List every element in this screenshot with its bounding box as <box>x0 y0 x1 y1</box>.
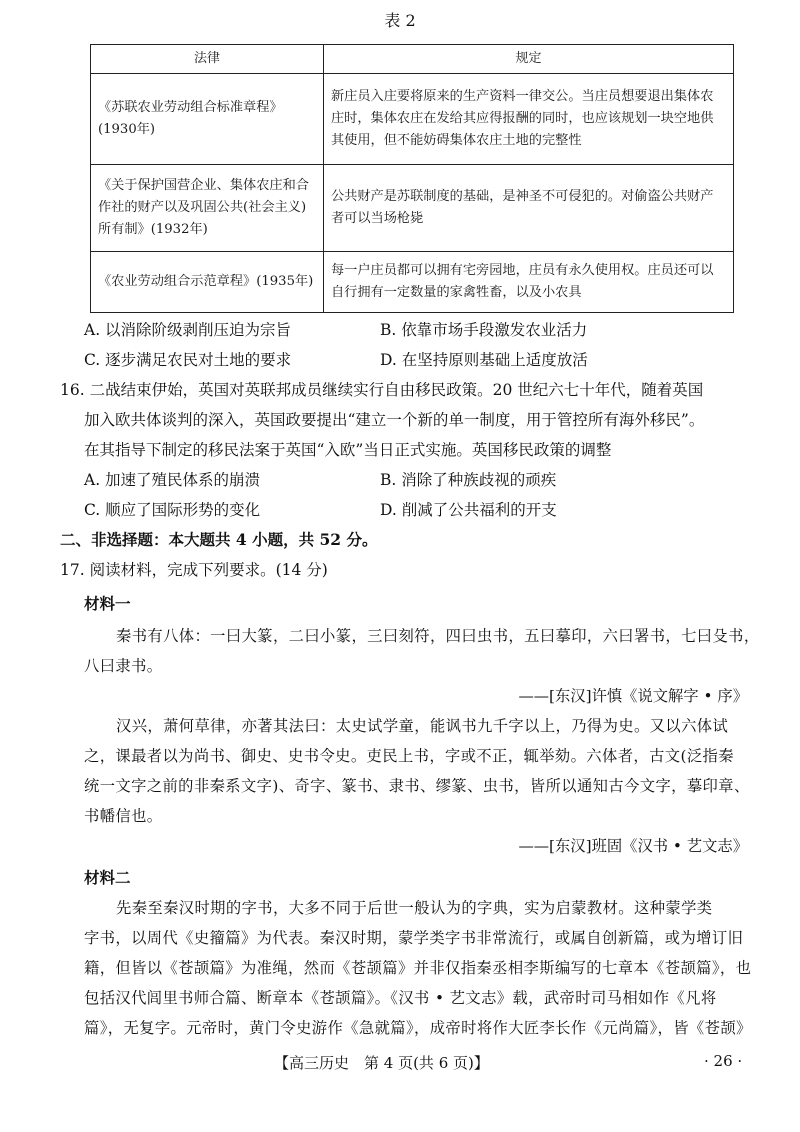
material2-line-3: 籍，但皆以《苍颉篇》为准绳，然而《苍颉篇》并非仅指秦丞相李斯编写的七章本《苍颉篇》，也 <box>84 959 752 977</box>
material1-para2-line-1: 汉兴，萧何草律，亦著其法曰：太史试学童，能讽书九千字以上，乃得为史。又以六体试 <box>116 717 729 735</box>
q16-option-c[interactable]: C. 顺应了国际形势的变化 <box>84 501 261 519</box>
q15-option-a[interactable]: A. 以消除阶级剥削压迫为宗旨 <box>84 321 292 339</box>
table-header-rule: 规定 <box>324 45 734 74</box>
section-title: 二、非选择题：本大题共 4 小题，共 52 分。 <box>60 530 378 549</box>
material1-source2: ——[东汉]班固《汉书 • 艺文志》 <box>518 837 748 855</box>
q15-option-b[interactable]: B. 依靠市场手段激发农业活力 <box>380 321 588 339</box>
q16-line-3: 在其指导下制定的移民法案于英国“入欧”当日正式实施。英国移民政策的调整 <box>84 441 612 459</box>
table-row <box>91 252 734 313</box>
law-rule-cell: 新庄员入庄要将原来的生产资料一律交公。当庄员想要退出集体农庄时，集体农庄在发给其应得报酬的同时，也应该规划一块空地供其使用，但不能妨碍集体农庄土地的完整性 <box>324 74 734 165</box>
material2-line-4: 包括汉代闾里书师合篇、断章本《苍颉篇》。《汉书 • 艺文志》载，武帝时司马相如作《凡将 <box>84 989 717 1007</box>
law-table <box>90 44 734 313</box>
footer-page-info: 【高三历史 第 4 页(共 6 页)】 <box>274 1054 489 1072</box>
material1-para1-line-1: 秦书有八体：一曰大篆，二曰小篆，三曰刻符，四曰虫书，五曰摹印，六曰署书，七曰殳书， <box>116 627 760 645</box>
q16-line-2: 加入欧共体谈判的深入，英国政要提出“建立一个新的单一制度，用于管控所有海外移民”。 <box>84 411 705 429</box>
q16-option-a[interactable]: A. 加速了殖民体系的崩溃 <box>84 471 261 489</box>
law-name-cell: 《关于保护国营企业、集体农庄和合作社的财产以及巩固公共(社会主义)所有制》(1932年) <box>91 165 324 252</box>
table-header-row <box>91 45 734 74</box>
q16-option-d[interactable]: D. 削减了公共福利的开支 <box>380 501 557 519</box>
q17-prompt: 17. 阅读材料，完成下列要求。(14 分) <box>60 561 328 579</box>
material1-para1-line-2: 八曰隶书。 <box>84 657 163 675</box>
footer-page-number: · 26 · <box>704 1052 743 1070</box>
material1-para2-line-3: 统一文字之前的非秦系文字)、奇字、篆书、隶书、缪篆、虫书，皆所以通知古今文字，摹印章、 <box>84 777 750 795</box>
table-caption: 表 2 <box>384 11 416 30</box>
table-header-law: 法律 <box>91 45 324 74</box>
material1-para2-line-4: 书幡信也。 <box>84 807 163 825</box>
material1-para2-line-2: 之，课最者以为尚书、御史、史书令史。吏民上书，字或不正，辄举劾。六体者，古文(泛指秦 <box>84 747 734 765</box>
law-rule-cell: 公共财产是苏联制度的基础，是神圣不可侵犯的。对偷盗公共财产者可以当场枪毙 <box>324 165 734 252</box>
table-row <box>91 165 734 252</box>
law-rule-cell: 每一户庄员都可以拥有宅旁园地，庄员有永久使用权。庄员还可以自行拥有一定数量的家禽牲畜，以及小农具 <box>324 252 734 313</box>
q15-option-c[interactable]: C. 逐步满足农民对土地的要求 <box>84 351 292 369</box>
q15-option-d[interactable]: D. 在坚持原则基础上适度放活 <box>380 351 588 369</box>
law-name-cell: 《苏联农业劳动组合标准章程》(1930年) <box>91 74 324 165</box>
material2-line-1: 先秦至秦汉时期的字书，大多不同于后世一般认为的字典，实为启蒙教材。这种蒙学类 <box>116 899 713 917</box>
material1-source1: ——[东汉]许慎《说文解字 • 序》 <box>518 687 748 705</box>
q16-option-b[interactable]: B. 消除了种族歧视的顽疾 <box>380 471 557 489</box>
law-name-cell: 《农业劳动组合示范章程》(1935年) <box>91 252 324 313</box>
table-row <box>91 74 734 165</box>
material1-label: 材料一 <box>84 594 131 613</box>
q16-line-1: 16. 二战结束伊始，英国对英联邦成员继续实行自由移民政策。20 世纪六七十年代，随着英国 <box>60 381 704 399</box>
material2-label: 材料二 <box>84 868 131 887</box>
material2-line-5: 篇》，无复字。元帝时，黄门令史游作《急就篇》，成帝时将作大匠李长作《元尚篇》，皆《苍颉》 <box>84 1019 752 1037</box>
material2-line-2: 字书，以周代《史籀篇》为代表。秦汉时期，蒙学类字书非常流行，或属自创新篇，或为增订旧 <box>84 929 744 947</box>
